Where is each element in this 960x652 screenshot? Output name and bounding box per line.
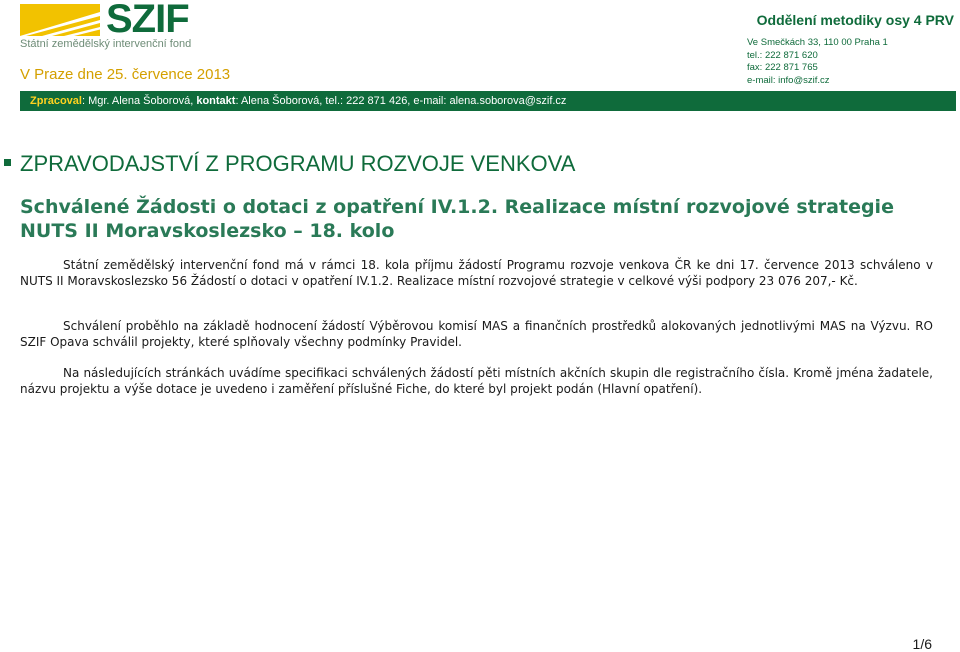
fax: fax: 222 871 765	[747, 62, 818, 73]
contact-label: kontakt	[196, 95, 236, 107]
email: e-mail: info@szif.cz	[747, 74, 830, 86]
department-name: Oddělení metodiky osy 4 PRV	[756, 12, 954, 28]
section-title: ZPRAVODAJSTVÍ Z PROGRAMU ROZVOJE VENKOVA	[20, 151, 576, 176]
bullet-icon	[4, 159, 11, 166]
logo-subtitle: Státní zemědělský intervenční fond	[20, 38, 192, 50]
paragraph	[20, 318, 933, 350]
paragraph-text: Na následujících stránkách uvádíme specifikaci schválených žádostí pěti místních akčních skupin dle registračního čísla. Kromě jména žadatele, názvu projektu a výše dotace je uvedeno i zaměření příslušné Fiche, do které byl projekt podán (Hlavní opatření).	[20, 366, 933, 396]
author-label: Zpracoval	[30, 95, 82, 107]
paragraph	[20, 257, 933, 289]
document-title: Schválené Žádosti o dotaci z opatření IV.1.2. Realizace místní rozvojové strategie NUTS II Moravskoslezsko – 18. kolo	[20, 196, 894, 242]
author-name: : Mgr. Alena Šoborová,	[81, 95, 197, 107]
paragraph-text: Schválení proběhlo na základě hodnocení žádostí Výběrovou komisí MAS a finančních prostředků alokovaných jednotlivými MAS na Výzvu. RO SZIF Opava schválil projekty, které splňovaly všechny podmínky Pravidel.	[20, 319, 933, 349]
page-number: 1/6	[912, 636, 932, 652]
paragraph	[20, 365, 933, 397]
logo-wordmark: SZIF	[106, 0, 189, 41]
paragraph-text: Státní zemědělský intervenční fond má v rámci 18. kola příjmu žádostí Programu rozvoje venkova ČR ke dni 17. července 2013 schváleno v NUTS II Moravskoslezsko 56 Žádostí o dotaci v opatření IV.1.2. Realizace místní rozvojové strategie v celkové výši podpory 23 076 207,- Kč.	[20, 258, 933, 288]
author-contact: : Alena Šoborová, tel.: 222 871 426, e-mail: alena.soborova@szif.cz	[235, 95, 567, 107]
telephone: tel.: 222 871 620	[747, 49, 818, 61]
address: Ve Smečkách 33, 110 00 Praha 1	[747, 37, 888, 48]
date-line: V Praze dne 25. července 2013	[20, 66, 231, 83]
szif-logo-icon	[20, 4, 100, 36]
contact-block	[747, 37, 888, 87]
author-bar	[20, 91, 956, 111]
